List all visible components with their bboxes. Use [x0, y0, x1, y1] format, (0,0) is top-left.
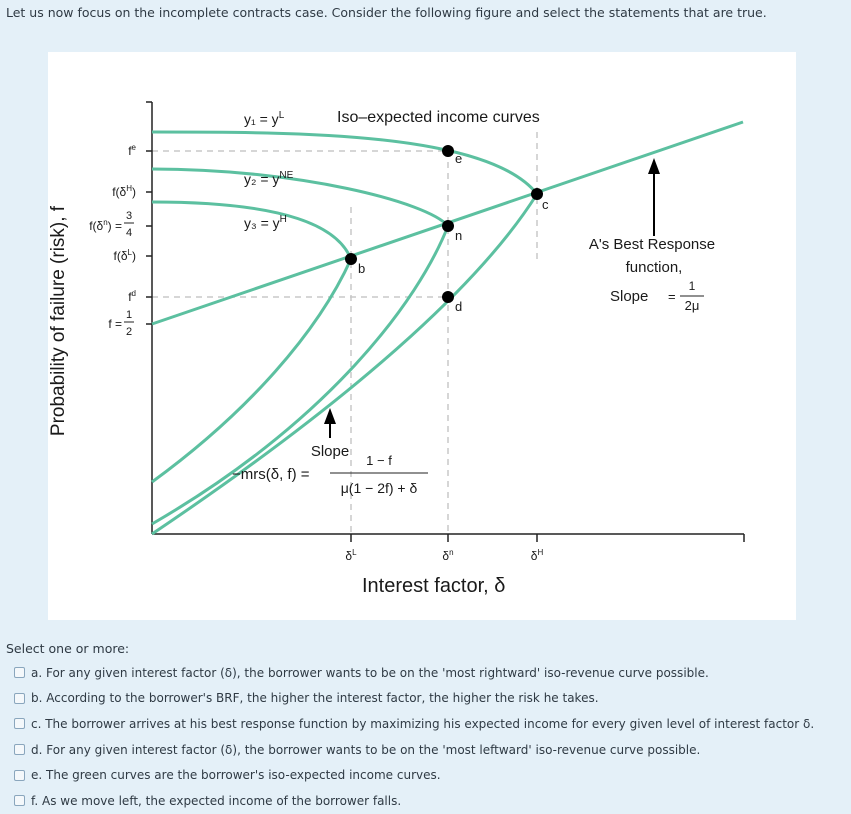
guide-lines [152, 132, 537, 534]
brf-annotation [589, 158, 715, 313]
y-axis-label: Probability of failure (risk), f [48, 205, 69, 437]
point-label-c: c [542, 197, 549, 212]
point-n [442, 220, 454, 232]
y-tick-fe: $f^e$ [128, 143, 136, 158]
points [345, 145, 543, 303]
y-tick-f-half: f = [108, 317, 122, 331]
figure-title: Iso–expected income curves [337, 109, 540, 126]
point-label-b: b [358, 261, 366, 276]
figure-svg [48, 52, 796, 620]
curve-y3 [152, 202, 351, 482]
option-f-text: f. As we move left, the expected income of the borrower falls. [31, 793, 402, 808]
figure-panel [48, 52, 796, 620]
point-label-n: n [455, 228, 463, 243]
curve-label-y2: $y_2 = y^{NE}$ [244, 170, 294, 187]
x-tick-delta-n: $\delta^n$ [442, 548, 454, 563]
option-b-checkbox[interactable] [14, 693, 25, 704]
point-b [345, 253, 357, 265]
brf-slope-label: Slope [610, 288, 649, 305]
curve-label-y3: $y_3 = y^H$ [244, 214, 287, 231]
mrs-lhs: −mrs(δ, f) = [232, 466, 310, 483]
point-label-e: e [455, 151, 463, 166]
select-label: Select one or more: [6, 641, 130, 656]
option-b-text: b. According to the borrower's BRF, the higher the interest factor, the higher the risk he takes. [31, 691, 599, 706]
point-d [442, 291, 454, 303]
option-c[interactable] [14, 711, 844, 737]
brf-num: 1 [688, 279, 696, 293]
option-c-text: c. The borrower arrives at his best response function by maximizing his expected income for every given level of interest factor δ. [31, 716, 815, 731]
option-b[interactable] [14, 686, 844, 712]
y-tick-half-den: 2 [125, 326, 133, 338]
iso-income-curves [152, 132, 537, 534]
brf-line2: function, [625, 259, 683, 276]
option-f-checkbox[interactable] [14, 795, 25, 806]
options-list [14, 660, 844, 814]
option-e-text: e. The green curves are the borrower's iso-expected income curves. [31, 768, 441, 783]
option-c-checkbox[interactable] [14, 718, 25, 729]
y-tick-frac-num: 3 [125, 210, 133, 222]
curve-y1 [152, 132, 537, 534]
point-label-d: d [455, 299, 463, 314]
point-e [442, 145, 454, 157]
y-tick-f-delta-n: $f(\delta^n)$ = [89, 218, 122, 233]
y-tick-fd: $f^d$ [128, 289, 136, 304]
x-tick-delta-h: $\delta^H$ [530, 548, 544, 563]
y-tick-frac-den: 4 [125, 227, 133, 239]
option-d[interactable] [14, 737, 844, 763]
option-a-checkbox[interactable] [14, 667, 25, 678]
option-d-checkbox[interactable] [14, 744, 25, 755]
x-tick-delta-l: $\delta^L$ [345, 548, 357, 563]
brf-line1: A's Best Response [588, 236, 716, 253]
mrs-slope-label: Slope [310, 443, 350, 460]
mrs-den: μ(1 − 2f) + δ [340, 480, 418, 496]
option-a[interactable] [14, 660, 844, 686]
brf-den: 2μ [684, 298, 700, 313]
question-text: Let us now focus on the incomplete contracts case. Consider the following figure and select the statements that are true. [6, 5, 767, 20]
y-tick-f-delta-h: $f(\delta^H)$ [112, 184, 136, 199]
svg-text:1 − f: 1 − f [366, 453, 392, 468]
option-e-checkbox[interactable] [14, 770, 25, 781]
x-axis-label: Interest factor, δ [362, 575, 506, 597]
y-tick-f-delta-l: $f(\delta^L)$ [113, 248, 136, 263]
option-e[interactable] [14, 762, 844, 788]
brf-equals: = [668, 289, 676, 304]
option-a-text: a. For any given interest factor (δ), the borrower wants to be on the 'most rightward' iso-revenue curve possible. [31, 665, 709, 680]
option-d-text: d. For any given interest factor (δ), the borrower wants to be on the 'most leftward' iso-revenue curve possible. [31, 742, 701, 757]
curve-label-y1: $y_1 = y^L$ [244, 110, 285, 127]
y-tick-half-num: 1 [125, 309, 133, 321]
